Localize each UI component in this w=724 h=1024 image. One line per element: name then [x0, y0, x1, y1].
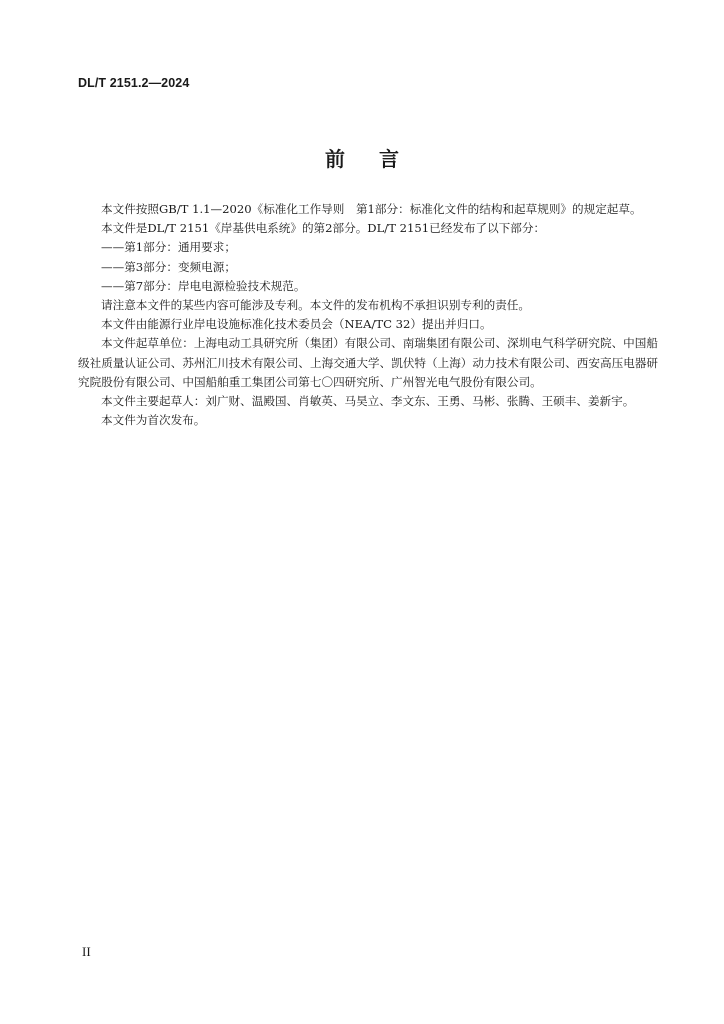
list-item-part-1: ——第1部分：通用要求； — [101, 240, 236, 255]
document-code: DL/T 2151.2—2024 — [78, 76, 190, 90]
paragraph-patent-notice: 请注意本文件的某些内容可能涉及专利。本文件的发布机构不承担识别专利的责任。 — [101, 298, 530, 313]
page-number: II — [82, 944, 91, 959]
paragraph-committee: 本文件由能源行业岸电设施标准化技术委员会（NEA/TC 32）提出并归口。 — [101, 317, 492, 332]
list-item-part-7: ——第7部分：岸电电源检验技术规范。 — [101, 278, 306, 293]
paragraph-drafting-rules: 本文件按照GB/T 1.1—2020《标准化工作导则 第1部分：标准化文件的结构和起草规则》的规定起草。 — [101, 202, 642, 216]
foreword-body — [78, 200, 658, 430]
paragraph-first-release: 本文件为首次发布。 — [101, 413, 206, 428]
list-item-part-3: ——第3部分：变频电源； — [101, 259, 236, 274]
page-title: 前言 — [325, 147, 433, 171]
paragraph-drafting-units: 本文件起草单位：上海电动工具研究所（集团）有限公司、南瑞集团有限公司、深圳电气科学研究院、中国船级社质量认证公司、苏州汇川技术有限公司、上海交通大学、凯伏特（上海）动力技术有限公司、西安高压电器研究院股份有限公司、中国船舶重工集团公司第七〇四研究所、广州智光电气股份有限公司。 — [78, 336, 658, 389]
paragraph-series-parts: 本文件是DL/T 2151《岸基供电系统》的第2部分。DL/T 2151已经发布了以下部分： — [101, 221, 546, 236]
paragraph-drafters: 本文件主要起草人：刘广财、温殿国、肖敏英、马昊立、李文东、王勇、马彬、张腾、王硕丰、姜新宇。 — [101, 394, 635, 409]
